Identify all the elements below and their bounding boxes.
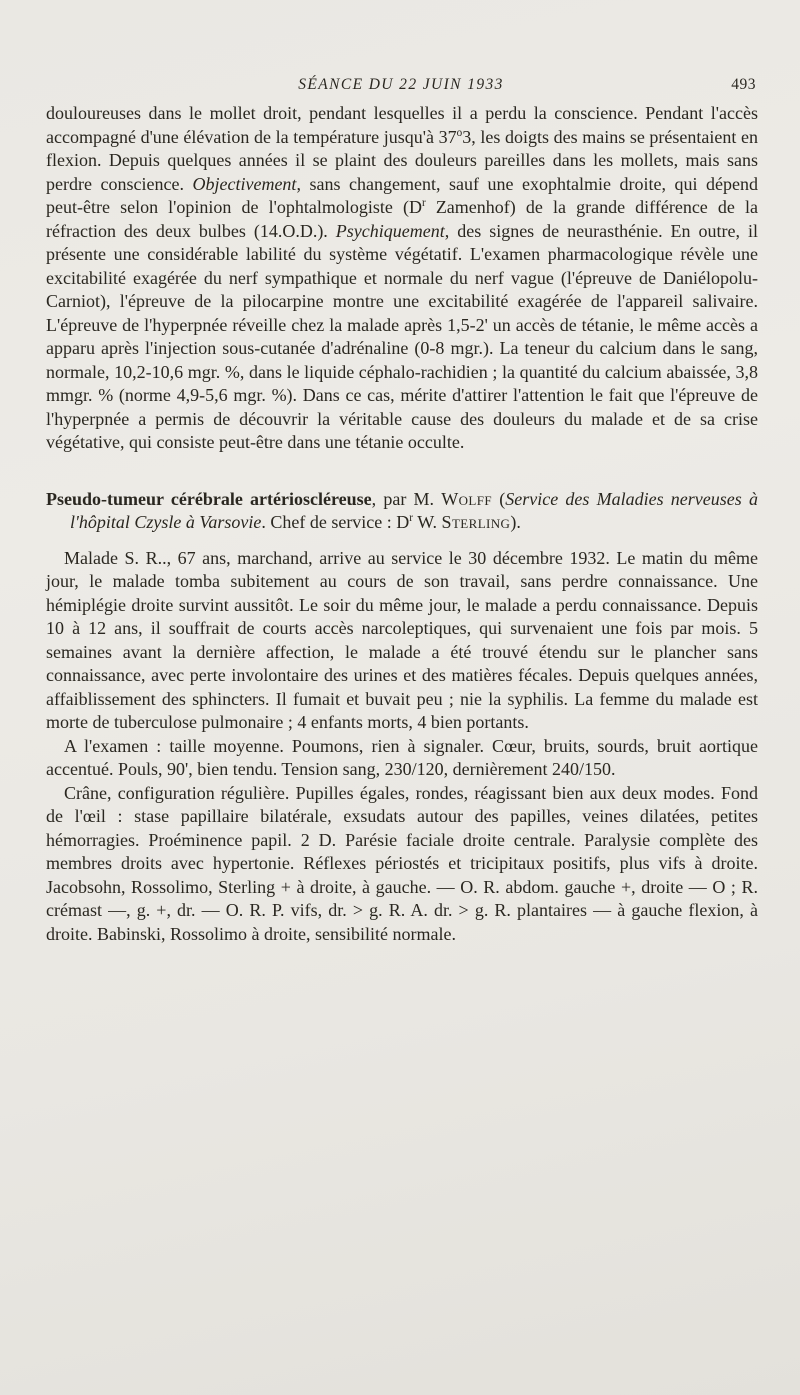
text-segment: A l'examen : taille moyenne. Poumons, rien à signaler. Cœur, bruits, sourds, bruit aortique accentué. Pouls, 90', bien tendu. Tension sang, 230/120, dernièrement 240/150.: [46, 735, 758, 779]
text-segment: W.: [413, 512, 442, 532]
text-segment: (: [492, 488, 506, 509]
text-segment: 3, les doigts des mains se présentaient en flexion. Depuis quelques années il se plaint des douleurs pareilles dans les mollets, mais sans perdre conscience.: [46, 126, 758, 194]
paragraph: [46, 735, 758, 782]
text-segment: Objectivement: [192, 173, 297, 194]
text-segment: r: [409, 512, 414, 524]
paragraph: [46, 782, 758, 947]
text-segment: Malade S. R.., 67 ans, marchand, arrive au service le 30 décembre 1932. Le matin du même jour, le malade tomba subitement au cours de son travail, sans perdre connaissance. Une hémiplégie droite survint aussitôt. Le soir du même jour, le malade a perdu connaissance. Depuis 10 à 12 ans, il souffrait de courts accès narcoleptiques, qui survenaient une fois par mois. 5 semaines avant la dernière affection, le malade a été trouvé étendu sur le plancher sans connaissance, avec perte involontaire des urines et des matières fécales. Depuis quelques années, affaiblissement des sphincters. Il fumait et buvait peu ; nie la syphilis. La femme du malade est morte de tuberculose pulmonaire ; 4 enfants morts, 4 bien portants.: [46, 547, 758, 732]
text-segment: Wolff: [441, 488, 493, 509]
text-segment: douloureuses dans le mollet droit, pendant lesquelles il a perdu la conscience. Pendant l'accès accompagné d'une élévation de la température jusqu'à 37: [46, 103, 758, 147]
text-segment: ).: [510, 512, 521, 532]
text-segment: o: [456, 126, 463, 139]
running-title: SÉANCE DU 22 JUIN 1933: [298, 76, 504, 93]
section-heading: [46, 488, 758, 535]
text-segment: Psychiquement: [335, 220, 445, 241]
article-body: [46, 102, 758, 946]
page-header: [46, 76, 756, 100]
text-segment: . Chef de service : D: [261, 512, 410, 532]
text-segment: , sans changement, sauf une exophtalmie droite, qui dépend peut-être selon l'opinion de l'ophtalmologiste (D: [46, 173, 759, 217]
text-segment: r: [421, 197, 426, 209]
text-segment: Pseudo-tumeur cérébrale artérioscléreuse: [46, 488, 372, 509]
text-segment: Zamenhof) de la grande différence de la réfraction des deux bulbes (14.O.D.).: [46, 197, 758, 241]
text-segment: , par M.: [371, 488, 442, 509]
text-segment: Sterling: [441, 512, 511, 532]
text-segment: Crâne, configuration régulière. Pupilles égales, rondes, réagissant bien aux deux modes. Fond de l'œil : stase papillaire bilatérale, exsudats autour des papilles, veines dilatées, petites hémorragies. Proéminence papil. 2 D. Parésie faciale droite centrale. Paralysie complète des membres droits avec hypertonie. Réflexes périostés et tricipitaux positifs, plus vifs à droite. Jacobsohn, Rossolimo, Sterling + à droite, à gauche. — O. R. abdom. gauche +, droite — O ; R. crémast —, g. +, dr. — O. R. P. vifs, dr. > g. R. A. dr. > g. R. plantaires — à gauche flexion, à droite. Babinski, Rossolimo à droite, sensibilité normale.: [46, 782, 758, 944]
page-number: 493: [731, 76, 756, 93]
text-segment: , des signes de neurasthénie. En outre, il présente une considérable labilité du système végétatif. L'examen pharmacologique révèle une excitabilité exagérée du nerf sympathique et normale du nerf vague (l'épreuve de Daniélopolu-Carniot), l'épreuve de la pilocarpine montre une excitabilité exagérée de l'appareil salivaire. L'épreuve de l'hyperpnée réveille chez la malade après 1,5-2' un accès de tétanie, le même accès a apparu après l'injection sous-cutanée d'adrénaline (0-8 mgr.). La teneur du calcium dans le sang, normale, 10,2-10,6 mgr. %, dans le liquide céphalo-rachidien ; la quantité du calcium abaissée, 3,8 mmgr. % (norme 4,9-5,6 mgr. %). Dans ce cas, mérite d'attirer l'attention le fait que l'épreuve de l'hyperpnée a permis de découvrir la véritable cause des douleurs du malade et de sa crise végétative, qui consiste peut-être dans une tétanie occulte.: [46, 220, 758, 452]
paragraph: [46, 547, 758, 735]
text-segment: Service des Maladies nerveuses à l'hôpital Czysle à Varsovie: [70, 488, 758, 532]
paragraph: [46, 102, 758, 455]
